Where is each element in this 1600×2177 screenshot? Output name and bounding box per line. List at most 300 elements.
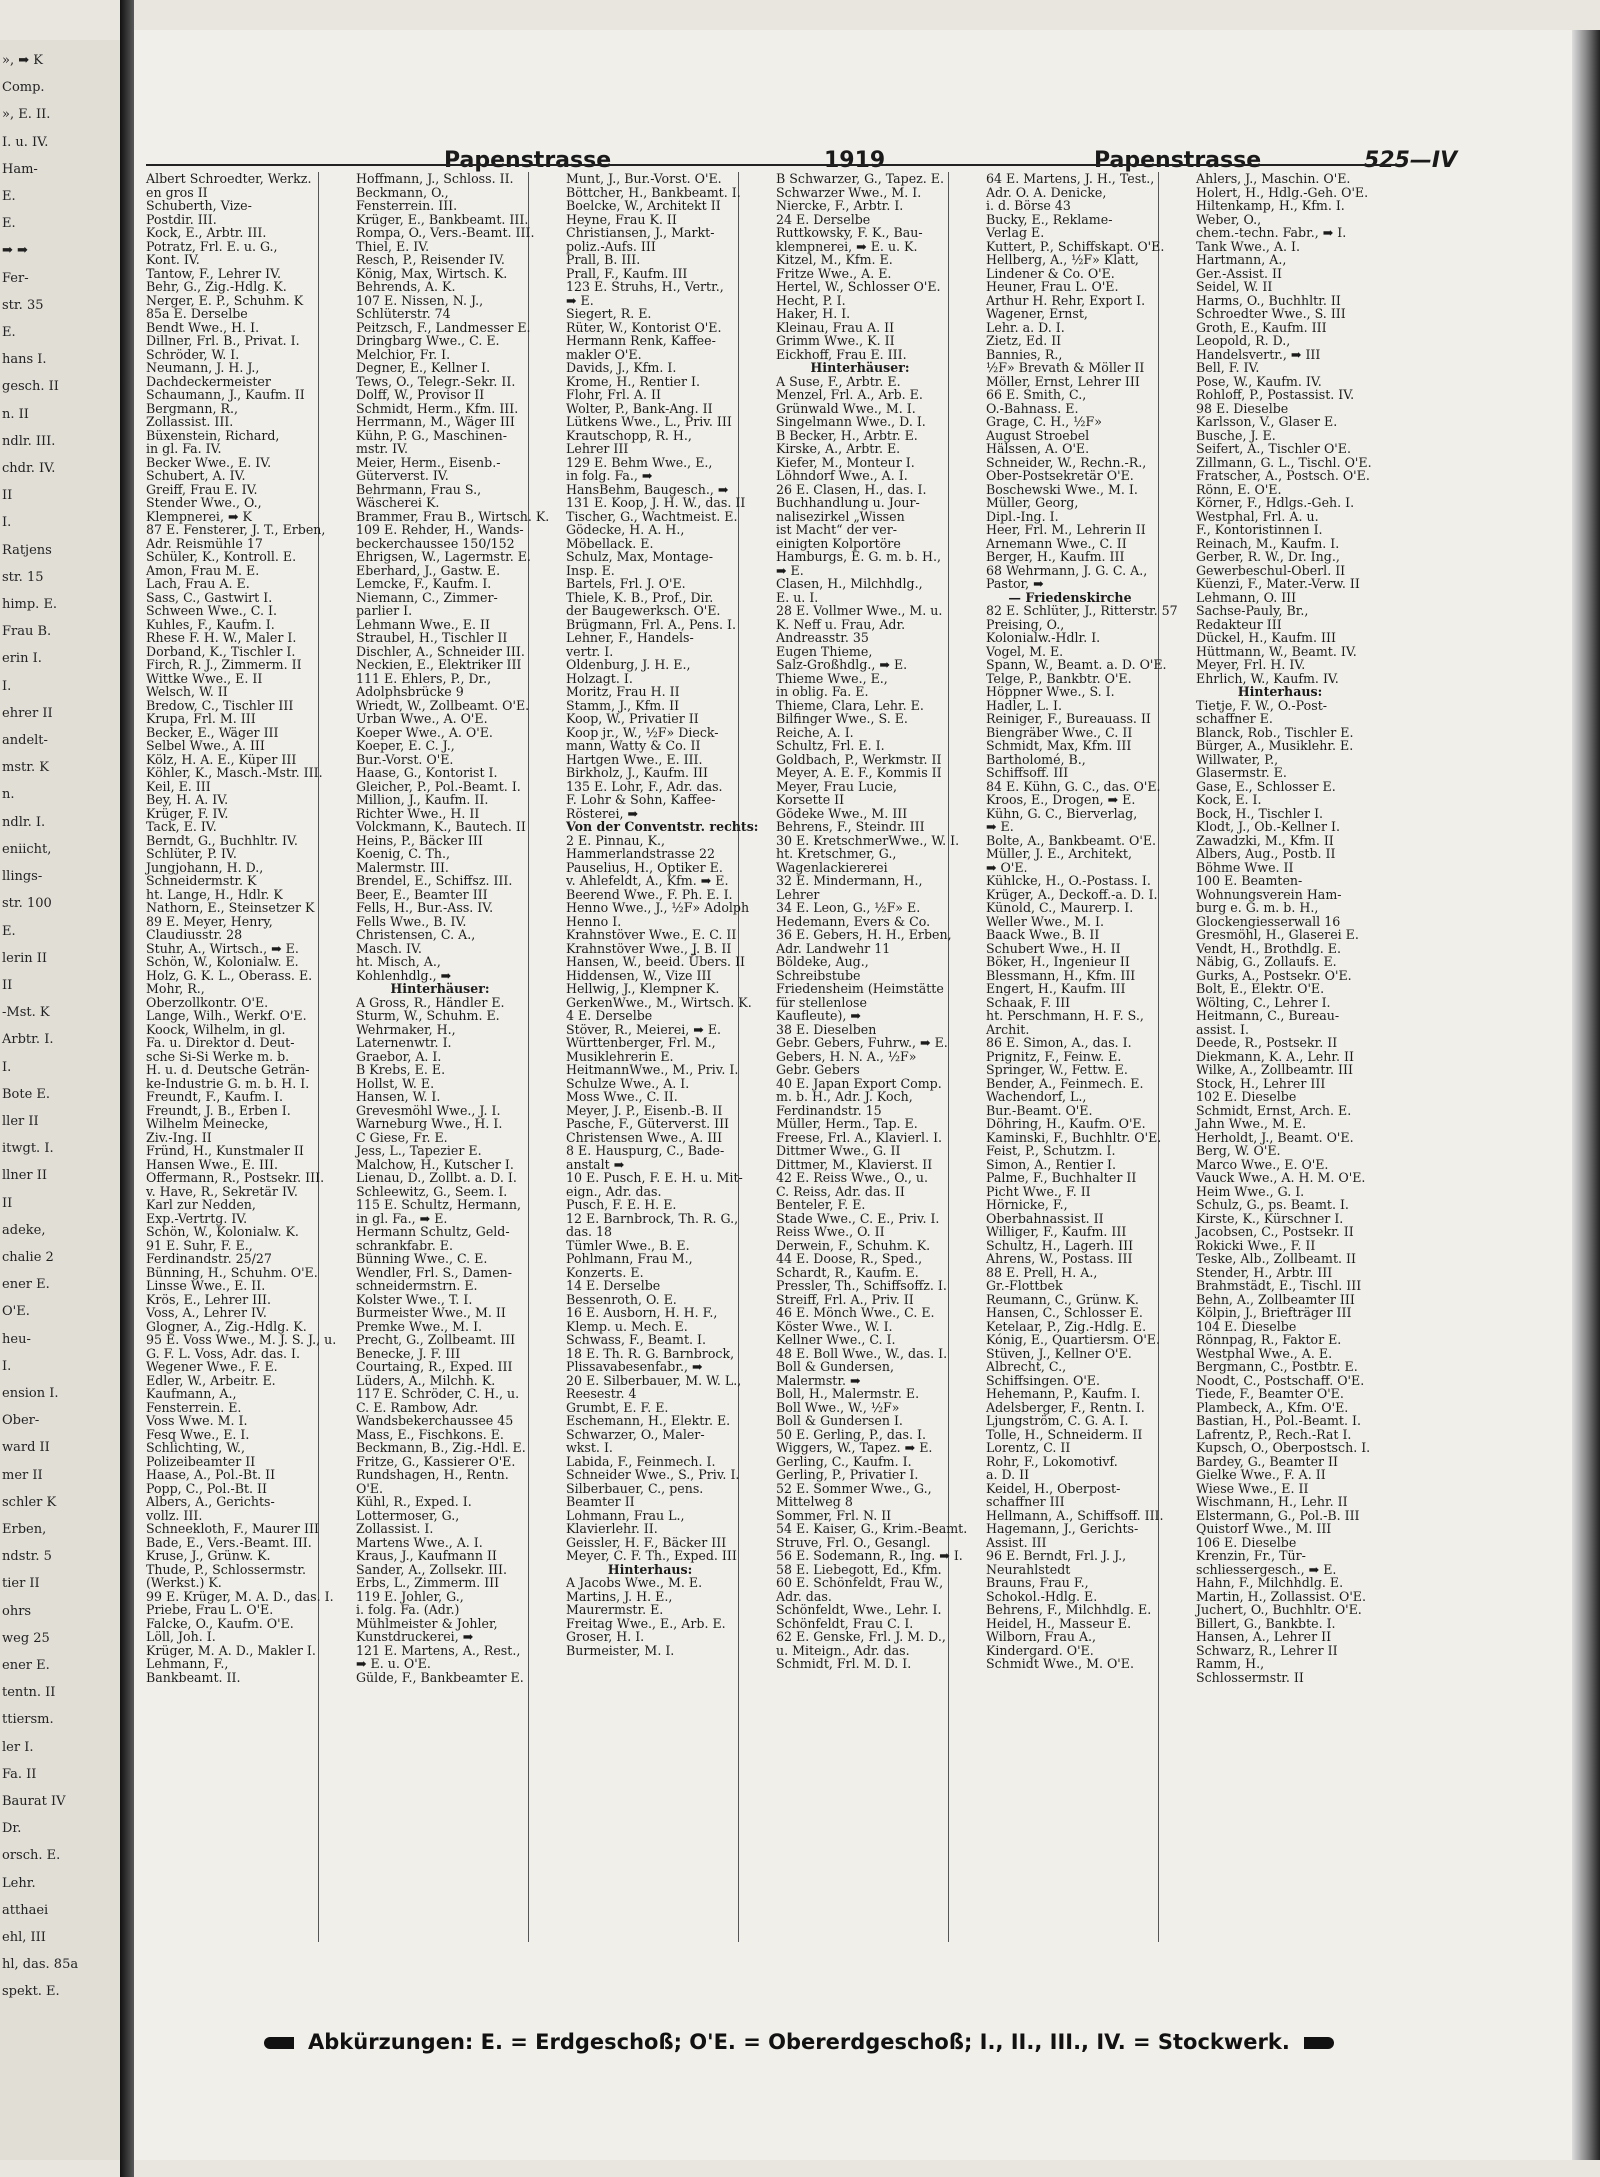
directory-entry-line: Lehner, F., Handels- — [566, 630, 694, 645]
directory-entry-line: Schmidt, Frl. M. D. I. — [776, 1656, 912, 1671]
directory-entry-line: Wilhelm Meinecke, — [146, 1116, 269, 1131]
facing-page-line: II — [2, 488, 13, 504]
directory-entry-line: Albrecht, C., — [986, 1359, 1067, 1374]
directory-entry-line: Dischler, A., Schneider III. — [356, 643, 525, 659]
directory-entry-line: Bur.-Vorst. O'E. — [356, 751, 454, 767]
directory-entry-line: Martins, J. H. E., — [566, 1588, 673, 1604]
directory-entry-line: Haase, G., Kontorist I. — [356, 765, 498, 780]
directory-entry-line: Freundt, F., Kaufm. I. — [146, 1089, 283, 1104]
directory-entry-line: Kolonialw.-Hdlr. I. — [986, 630, 1101, 645]
directory-entry-line: Sander, A., Zollsekr. III. — [356, 1561, 508, 1577]
directory-entry-line: Bey, H. A. IV. — [146, 792, 229, 807]
facing-page-line: chalie 2 — [2, 1249, 54, 1265]
directory-entry-line: Gr.-Flottbek — [986, 1278, 1063, 1293]
directory-entry-line: Heer, Frl. M., Lehrerin II — [986, 522, 1146, 537]
directory-entry-line: 2 E. Pinnau, K., — [566, 832, 665, 848]
directory-entry-line: Schween Wwe., C. I. — [146, 603, 277, 618]
directory-entry-line: Insp. E. — [566, 562, 615, 578]
column-2 — [356, 171, 550, 1942]
pointing-hand-icon — [1304, 2037, 1334, 2049]
directory-entry-line: Holzagt. I. — [566, 670, 633, 686]
facing-page-fragment — [0, 40, 123, 2160]
directory-entry-line: 91 E. Suhr, F. E., — [146, 1237, 253, 1253]
directory-entry-line: Hermann Schultz, Geld- — [356, 1224, 510, 1239]
directory-entry-line: Beamter II — [566, 1494, 635, 1509]
facing-page-line: », E. II. — [2, 107, 51, 123]
directory-entry-line: Wolter, P., Bank-Ang. II — [566, 400, 713, 416]
directory-entry-line: Koop jr., W., ½F» Dieck- — [566, 724, 719, 740]
directory-entry-line: Kónig, E., Quartiersm. O'E. — [986, 1332, 1160, 1347]
directory-entry-line: Wiese Wwe., E. II — [1196, 1480, 1309, 1496]
facing-page-line: E. — [2, 189, 16, 205]
directory-entry-line: ke-Industrie G. m. b. H. I. — [146, 1075, 310, 1091]
directory-entry-line: Thiele, K. B., Prof., Dir. — [566, 589, 714, 605]
directory-entry-line: Krahnstöver Wwe., J. B. II — [566, 940, 732, 956]
directory-entry-line: Schultz, Frl. E. I. — [776, 738, 885, 753]
directory-entry-line: Tietje, F. W., O.-Post- — [1196, 697, 1328, 713]
directory-entry-line: Holz, G. K. L., Oberass. E. — [146, 967, 313, 983]
directory-entry-line: 115 E. Schultz, Hermann, — [356, 1197, 522, 1212]
directory-entry-line: 96 E. Berndt, Frl. J. J., — [986, 1548, 1127, 1563]
directory-entry-line: Boll, H., Malermstr. E. — [776, 1386, 920, 1401]
directory-entry-line: 123 E. Struhs, H., Vertr., — [566, 279, 724, 294]
directory-entry-line: Schneidermstr. K — [146, 873, 257, 888]
directory-entry-line: Schönfeldt, Wwe., Lehr. I. — [776, 1602, 942, 1617]
directory-entry-line: Boll & Gundersen, — [776, 1359, 894, 1374]
directory-entry-line: Ehrigsen, W., Lagermstr. E. — [356, 549, 531, 564]
directory-entry-line: Quistorf Wwe., M. III — [1196, 1521, 1332, 1536]
directory-entry-line: Friedensheim (Heimstätte — [776, 981, 944, 996]
directory-entry-line: vertr. I. — [566, 643, 614, 659]
directory-entry-line: Schmidt, Herm., Kfm. III. — [356, 400, 519, 416]
directory-entry-line: Harms, O., Buchhltr. II — [1196, 292, 1341, 308]
directory-entry-line: Siegert, R. E. — [566, 306, 652, 321]
directory-entry-line: 111 E. Ehlers, P., Dr., — [356, 670, 492, 686]
directory-entry-line: Gebr. Gebers, Fuhrw., ➡ E. — [776, 1035, 948, 1050]
page-edge — [1572, 30, 1600, 2160]
directory-entry-line: Preising, O., — [986, 616, 1065, 632]
directory-entry-line: Keil, E. III — [146, 778, 211, 794]
directory-entry-line: Oldenburg, J. H. E., — [566, 657, 691, 672]
directory-entry-line: Becker, E., Wäger III — [146, 724, 279, 740]
directory-entry-line: Kühl, R., Exped. I. — [356, 1494, 472, 1509]
facing-page-line: Ober- — [2, 1413, 40, 1429]
directory-entry-line: Schwarzer, O., Maler- — [566, 1426, 705, 1442]
directory-entry-line: Koeper, E. C. J., — [356, 738, 455, 753]
directory-entry-line: Lehmann Wwe., E. II — [356, 616, 490, 632]
directory-entry-line: Simon, A., Rentier I. — [986, 1156, 1116, 1172]
facing-page-line: himp. E. — [2, 597, 58, 613]
directory-entry-line: Bünning, H., Schuhm. O'E. — [146, 1264, 318, 1280]
directory-entry-line: O.-Bahnass. E. — [986, 400, 1079, 416]
directory-entry-line: Schröder, W. I. — [146, 346, 240, 362]
directory-entry-line: Behrens, F., Milchhdlg. E. — [986, 1602, 1152, 1617]
directory-entry-line: der Baugewerksch. O'E. — [566, 603, 721, 618]
directory-entry-line: Böhme Wwe. II — [1196, 859, 1294, 875]
directory-entry-line: Hedemann, Evers & Co. — [776, 913, 931, 929]
directory-entry-line: Teske, Alb., Zollbeamt. II — [1196, 1251, 1356, 1266]
directory-entry-line: Dorband, K., Tischler I. — [146, 643, 296, 659]
facing-page-line: tier II — [2, 1576, 40, 1592]
directory-entry-line: Niercke, F., Arbtr. I. — [776, 198, 904, 213]
facing-page-line: lerin II — [2, 950, 47, 966]
directory-entry-line: Kleinau, Frau A. II — [776, 319, 895, 335]
directory-entry-line: Hansen Wwe., E. III. — [146, 1156, 278, 1172]
directory-entry-line: Brügmann, Frl. A., Pens. I. — [566, 616, 736, 632]
column-1 — [146, 171, 337, 1942]
directory-entry-line: Wandsbekerchaussee 45 — [356, 1413, 514, 1428]
directory-entry-line: Glockengiesserwall 16 — [1196, 913, 1341, 929]
directory-entry-line: Schaumann, J., Kaufm. II — [146, 387, 305, 402]
directory-entry-line: schneidermstrn. E. — [356, 1278, 478, 1293]
directory-entry-line: 102 E. Dieselbe — [1196, 1089, 1297, 1104]
directory-entry-line: Bergmann, R., — [146, 400, 238, 416]
directory-entry-line: B Schwarzer, G., Tapez. E. — [776, 171, 944, 186]
directory-entry-line: Hellmann, A., Schiffsoff. III. — [986, 1507, 1164, 1523]
directory-entry-line: Lehmann, O. III — [1196, 589, 1297, 605]
directory-entry-line: Wohnungsverein Ham- — [1196, 886, 1342, 902]
directory-entry-line: Heitmann, C., Bureau- — [1196, 1008, 1340, 1023]
facing-page-line: ller II — [2, 1113, 39, 1129]
directory-entry-line: Müller, J. E., Architekt, — [986, 846, 1132, 861]
directory-entry-line: F. Lohr & Sohn, Kaffee- — [566, 792, 716, 807]
directory-entry-line: Hertel, W., Schlosser O'E. — [776, 279, 941, 294]
directory-entry-line: 129 E. Behm Wwe., E., — [566, 454, 713, 470]
directory-entry-line: Derwein, F., Schuhm. K. — [776, 1237, 931, 1253]
directory-entry-line: Stade Wwe., C. E., Priv. I. — [776, 1210, 940, 1226]
directory-entry-line: Rösterei, ➡ — [566, 805, 639, 821]
directory-entry-line: Wiggers, W., Tapez. ➡ E. — [776, 1440, 933, 1455]
directory-entry-line: Kunstdruckerei, ➡ — [356, 1629, 474, 1644]
directory-entry-line: Jahn Wwe., M. E. — [1196, 1116, 1307, 1131]
directory-entry-line: Christensen, C. A., — [356, 927, 476, 942]
directory-entry-line: Bendt Wwe., H. I. — [146, 319, 260, 335]
facing-page-line: ndlr. III. — [2, 433, 56, 449]
directory-entry-line: Fensterrein. E. — [146, 1399, 242, 1415]
directory-entry-line: Stüven, J., Kellner O'E. — [986, 1345, 1132, 1361]
directory-entry-line: Sommer, Frl. N. II — [776, 1507, 892, 1523]
column-4 — [776, 171, 968, 1942]
directory-entry-line: Kaufmann, A., — [146, 1386, 237, 1401]
directory-entry-line: 48 E. Boll Wwe., W., das. I. — [776, 1345, 948, 1361]
directory-entry-line: Schubert Wwe., H. II — [986, 940, 1121, 956]
directory-entry-line: Hansen, A., Lehrer II — [1196, 1629, 1332, 1644]
directory-entry-line: Nerger, E. P., Schuhm. K — [146, 292, 304, 308]
directory-entry-line: Gerling, P., Privatier I. — [776, 1467, 919, 1482]
directory-entry-line: Reinach, M., Kaufm. I. — [1196, 535, 1340, 551]
directory-entry-line: Prall, B. III. — [566, 252, 641, 267]
directory-entry-line: eign., Adr. das. — [566, 1183, 662, 1199]
facing-page-line: ler I. — [2, 1739, 34, 1755]
directory-entry-line: Höppner Wwe., S. I. — [986, 684, 1115, 699]
directory-entry-line: Schmidt, Ernst, Arch. E. — [1196, 1102, 1352, 1118]
directory-entry-line: Heim Wwe., G. I. — [1196, 1183, 1305, 1199]
directory-entry-line: Elstermann, G., Pol.-B. III — [1196, 1507, 1360, 1523]
directory-entry-line: Ehrlich, W., Kaufm. IV. — [1196, 670, 1339, 686]
facing-page-line: Fer- — [2, 270, 29, 286]
facing-page-line: gesch. II — [2, 379, 59, 395]
directory-entry-line: Ahlers, J., Maschin. O'E. — [1196, 171, 1351, 186]
directory-entry-line: ➡ E. — [566, 292, 594, 308]
directory-entry-line: Klempnerei, ➡ K — [146, 508, 252, 524]
directory-entry-line: Erbs, L., Zimmerm. III — [356, 1575, 500, 1590]
directory-entry-line: chem.-techn. Fabr., ➡ I. — [1196, 225, 1347, 240]
facing-page-line: ndlr. I. — [2, 814, 46, 830]
directory-entry-line: assist. I. — [1196, 1021, 1249, 1037]
directory-entry-line: Wehrmaker, H., — [356, 1021, 456, 1037]
directory-entry-line: Adolphsbrücke 9 — [356, 684, 464, 699]
directory-entry-line: Brauns, Frau F., — [986, 1575, 1089, 1590]
directory-entry-line: Hermann Renk, Kaffee- — [566, 333, 716, 348]
directory-entry-line: Laternenwtr. I. — [356, 1035, 452, 1050]
facing-page-line: hl, das. 85a — [2, 1957, 79, 1973]
directory-entry-line: Bade, E., Vers.-Beamt. III. — [146, 1534, 312, 1550]
directory-entry-line: Volckmann, K., Bautech. II — [356, 819, 526, 834]
directory-entry-line: Köster Wwe., W. I. — [776, 1318, 893, 1334]
directory-entry-line: A Jacobs Wwe., M. E. — [566, 1575, 703, 1590]
directory-entry-line: anstalt ➡ — [566, 1156, 625, 1172]
directory-entry-line: Pose, W., Kaufm. IV. — [1196, 373, 1322, 389]
directory-entry-line: 98 E. Dieselbe — [1196, 400, 1289, 416]
directory-entry-line: Küenzi, F., Mater.-Verw. II — [1196, 576, 1360, 591]
facing-page-line: llner II — [2, 1168, 47, 1184]
directory-entry-line: schaffner E. — [1196, 711, 1273, 726]
directory-entry-line: Gase, E., Schlosser E. — [1196, 778, 1336, 794]
directory-entry-line: Bessenroth, O. E. — [566, 1291, 677, 1307]
directory-entry-line: Näbig, G., Zollaufs. E. — [1196, 954, 1337, 969]
directory-entry-line: Hinterhäuser: — [390, 981, 490, 996]
directory-entry-line: Schreibstube — [776, 967, 861, 983]
directory-entry-line: Ljungström, C. G. A. I. — [986, 1413, 1129, 1428]
directory-entry-line: 62 E. Genske, Frl. J. M. D., — [776, 1629, 946, 1644]
directory-entry-line: Tantow, F., Lehrer IV. — [146, 265, 282, 281]
directory-entry-line: Fells Wwe., B. IV. — [356, 913, 467, 929]
directory-entry-line: in folg. Fa., ➡ — [566, 468, 653, 483]
directory-entry-line: 106 E. Dieselbe — [1196, 1534, 1297, 1550]
directory-entry-line: Heuner, Frau L. O'E. — [986, 279, 1119, 294]
directory-entry-line: mstr. IV. — [356, 441, 408, 456]
directory-entry-line: Beerend Wwe., F. Ph. E. I. — [566, 886, 733, 902]
directory-entry-line: Adr. das. — [776, 1588, 832, 1604]
directory-entry-line: Handelsvertr., ➡ III — [1196, 346, 1321, 362]
directory-entry-line: beckerchaussee 150/152 — [356, 535, 515, 551]
directory-entry-line: August Stroebel — [986, 427, 1090, 443]
facing-page-line: Comp. — [2, 80, 45, 96]
directory-entry-line: Koop, W., Privatier II — [566, 711, 699, 726]
directory-entry-line: Dückel, H., Kaufm. III — [1196, 630, 1336, 645]
directory-entry-line: Nathorn, E., Steinsetzer K — [146, 900, 315, 915]
directory-entry-line: Kont. IV. — [146, 252, 200, 267]
directory-entry-line: Güterverst. IV. — [356, 468, 449, 483]
directory-entry-line: Hartgen Wwe., E. III. — [566, 751, 703, 767]
directory-entry-line: Willwater, P., — [1196, 751, 1279, 767]
directory-entry-line: 104 E. Dieselbe — [1196, 1318, 1297, 1334]
directory-entry-line: Rohr, F., Lokomotivf. — [986, 1453, 1118, 1469]
directory-entry-line: Vogel, M. E. — [986, 643, 1064, 659]
directory-entry-line: Ziv.-Ing. II — [146, 1129, 212, 1145]
directory-entry-line: Busche, J. E. — [1196, 427, 1276, 443]
directory-entry-line: 30 E. KretschmerWwe., W. I. — [776, 832, 960, 848]
directory-entry-line: Bannies, R., — [986, 346, 1063, 362]
directory-entry-line: Hinterhaus: — [1237, 684, 1323, 699]
directory-entry-line: Ferdinandstr. 15 — [776, 1102, 882, 1118]
column-3 — [566, 171, 759, 1942]
directory-entry-line: Ketelaar, P., Zig.-Hdlg. E. — [986, 1318, 1147, 1334]
facing-page-line: str. 100 — [2, 896, 52, 912]
directory-entry-line: Kolster Wwe., T. I. — [356, 1291, 473, 1307]
directory-entry-line: Hiltenkamp, H., Kfm. I. — [1196, 198, 1345, 213]
directory-entry-line: Beer, E., Beamter III — [356, 886, 488, 902]
directory-entry-line: Krahnstöver Wwe., E. C. II — [566, 927, 737, 942]
directory-entry-line: Hahn, F., Milchhdlg. E. — [1196, 1575, 1344, 1590]
directory-entry-line: Falcke, O., Kaufm. O'E. — [146, 1615, 294, 1631]
directory-entry-line: Schneider, W., Rechn.-R., — [986, 454, 1147, 470]
directory-entry-line: Schiffsoff. III — [986, 765, 1069, 780]
directory-entry-line: Polizeibeamter II — [146, 1453, 256, 1469]
facing-page-line: II — [2, 977, 13, 993]
directory-entry-line: Heins, P., Bäcker III — [356, 832, 483, 848]
directory-entry-line: Koock, Wilhelm, in gl. — [146, 1021, 286, 1037]
directory-entry-line: in oblig. Fa. E. — [776, 684, 869, 699]
facing-page-line: Ham- — [2, 161, 38, 177]
directory-entry-line: 28 E. Vollmer Wwe., M. u. — [776, 603, 943, 618]
directory-entry-line: Karl zur Nedden, — [146, 1197, 256, 1212]
directory-entry-line: Kindergard. O'E. — [986, 1642, 1094, 1658]
directory-entry-line: HansBehm, Baugesch., ➡ — [566, 481, 729, 497]
directory-entry-line: Hagemann, J., Gerichts- — [986, 1521, 1139, 1536]
directory-entry-line: Exp.-Vertrtg. IV. — [146, 1210, 248, 1226]
directory-entry-line: Krüger, A., Deckoff.-a. D. I. — [986, 886, 1158, 902]
facing-page-line: Bote E. — [2, 1086, 51, 1102]
directory-entry-line: 12 E. Barnbrock, Th. R. G., — [566, 1210, 739, 1226]
directory-entry-line: Freitag Wwe., E., Arb. E. — [566, 1615, 726, 1631]
directory-entry-line: 4 E. Derselbe — [566, 1008, 653, 1023]
directory-entry-line: Fa. u. Direktor d. Deut- — [146, 1035, 295, 1050]
column-5 — [986, 171, 1178, 1942]
directory-entry-line: Schönfeldt, Frau C. I. — [776, 1615, 914, 1631]
directory-entry-line: Moss Wwe., C. II. — [566, 1089, 678, 1104]
facing-page-line: ehl, III — [2, 1930, 46, 1946]
directory-entry-line: Bock, H., Tischler I. — [1196, 805, 1324, 821]
directory-entry-line: Jess, L., Tapezier E. — [356, 1143, 482, 1158]
directory-entry-line: Thude, P., Schlossermstr. — [146, 1561, 306, 1577]
directory-entry-line: Körner, F., Hdlgs.-Geh. I. — [1196, 495, 1355, 510]
directory-entry-line: Noodt, C., Postschaff. O'E. — [1196, 1372, 1365, 1388]
directory-entry-line: 85a E. Derselbe — [146, 306, 248, 321]
directory-entry-line: parlier I. — [356, 603, 413, 618]
directory-entry-line: ➡ E. — [776, 562, 804, 578]
directory-entry-line: Behr, G., Zig.-Hdlg. K. — [146, 279, 287, 294]
directory-entry-line: Fensterrein. III. — [356, 198, 458, 213]
facing-page-line: O'E. — [2, 1304, 30, 1320]
directory-entry-line: Wittke Wwe., E. II — [146, 670, 263, 686]
directory-entry-line: Amon, Frau M. E. — [146, 562, 260, 578]
directory-entry-line: Schwass, F., Beamt. I. — [566, 1332, 706, 1347]
directory-entry-line: Krüger, F. IV. — [146, 805, 229, 821]
directory-entry-line: Köhler, K., Masch.-Mstr. III. — [146, 765, 323, 780]
directory-entry-line: ➡ O'E. — [986, 859, 1028, 875]
directory-entry-line: Tack, E. IV. — [146, 819, 217, 834]
directory-entry-line: Boll Wwe., W., ½F» — [776, 1399, 900, 1415]
directory-entry-line: Billert, G., Bankbte. I. — [1196, 1615, 1336, 1631]
directory-entry-line: Pauselius, H., Optiker E. — [566, 859, 723, 875]
facing-page-line: ehrer II — [2, 705, 53, 721]
directory-entry-line: sche Si-Si Werke m. b. — [146, 1048, 290, 1064]
directory-entry-line: Künold, C., Maurerp. I. — [986, 900, 1134, 915]
facing-page-line: n. II — [2, 406, 29, 422]
directory-entry-line: Premke Wwe., M. I. — [356, 1318, 483, 1334]
directory-entry-line: Berg, W. O'E. — [1196, 1143, 1281, 1158]
directory-entry-line: Priebe, Frau L. O'E. — [146, 1602, 274, 1617]
directory-entry-line: v. Have, R., Sekretär IV. — [146, 1183, 298, 1199]
directory-entry-line: GerkenWwe., M., Wirtsch. K. — [566, 994, 752, 1010]
facing-page-line: orsch. E. — [2, 1848, 61, 1864]
facing-page-line: ension I. — [2, 1385, 59, 1401]
directory-entry-line: Million, J., Kaufm. II. — [356, 792, 489, 807]
directory-entry-line: Urban Wwe., A. O'E. — [356, 711, 488, 726]
book-gutter — [120, 0, 134, 2177]
directory-entry-line: Heyne, Frau K. II — [566, 211, 677, 227]
directory-entry-line: Lehmann, F., — [146, 1656, 229, 1671]
directory-entry-line: C. Reiss, Adr. das. II — [776, 1183, 905, 1199]
directory-entry-line: 18 E. Th. R. G. Barnbrock, — [566, 1345, 735, 1361]
directory-entry-line: Bartholomé, B., — [986, 751, 1086, 767]
directory-entry-line: Grimm Wwe., K. II — [776, 333, 895, 348]
directory-entry-line: B Krebs, E. E. — [356, 1062, 446, 1077]
directory-entry-line: Welsch, W. II — [146, 684, 228, 699]
directory-entry-line: Burmeister Wwe., M. II — [356, 1305, 506, 1320]
directory-entry-line: 38 E. Dieselben — [776, 1021, 877, 1037]
directory-entry-line: 8 E. Hauspurg, C., Bade- — [566, 1143, 725, 1158]
directory-entry-line: Schlichting, W., — [146, 1440, 246, 1455]
directory-entry-line: Wegener Wwe., F. E. — [146, 1359, 278, 1374]
directory-entry-line: Tolle, H., Schneiderm. II — [986, 1426, 1143, 1442]
directory-entry-line: Wischmann, H., Lehr. II — [1196, 1494, 1348, 1509]
directory-entry-line: Thiel, E. IV. — [356, 238, 430, 254]
directory-entry-line: Benecke, J. F. III — [356, 1345, 461, 1361]
abbreviations-footer — [264, 2030, 1544, 2054]
directory-entry-line: Eberhard, J., Gastw. E. — [356, 562, 501, 578]
directory-entry-line: Munt, J., Bur.-Vorst. O'E. — [566, 171, 722, 186]
directory-entry-line: (Werkst.) K. — [146, 1575, 222, 1590]
directory-entry-line: Blessmann, H., Kfm. III — [986, 967, 1136, 983]
directory-entry-line: Lienau, D., Zollbt. a. D. I. — [356, 1170, 517, 1185]
directory-entry-line: Kirste, K., Kürschner I. — [1196, 1210, 1344, 1226]
directory-entry-line: Korsette II — [776, 792, 845, 807]
directory-entry-line: Schlossermstr. II — [1196, 1669, 1304, 1685]
directory-entry-line: Dittmer, M., Klavierst. II — [776, 1156, 933, 1172]
directory-entry-line: Grage, C. H., ½F» — [986, 414, 1102, 429]
directory-entry-line: Vauck Wwe., A. H. M. O'E. — [1196, 1170, 1366, 1185]
directory-entry-line: Schulze Wwe., A. I. — [566, 1075, 690, 1091]
directory-entry-line: Mohr, R., — [146, 981, 205, 996]
directory-entry-line: Kuttert, P., Schiffskapt. O'E. — [986, 238, 1165, 254]
directory-entry-line: Graebor, A. I. — [356, 1048, 442, 1064]
directory-entry-line: Hörnicke, F., — [986, 1197, 1068, 1212]
directory-entry-line: Meyer, J. P., Eisenb.-B. II — [566, 1102, 723, 1118]
directory-entry-line: Meier, Herm., Eisenb.- — [356, 454, 501, 470]
facing-page-line: Baurat IV — [2, 1794, 66, 1809]
directory-entry-line: 99 E. Krüger, M. A. D., das. I. — [146, 1588, 334, 1604]
year-label: 1919 — [824, 148, 886, 173]
directory-entry-line: 82 E. Schlüter, J., Ritterstr. 57 — [986, 603, 1178, 618]
directory-entry-line: Schneider Wwe., S., Priv. I. — [566, 1467, 740, 1482]
directory-entry-line: Greiff, Frau E. IV. — [146, 481, 258, 497]
directory-entry-line: Ger.-Assist. II — [1196, 265, 1282, 281]
directory-entry-line: 86 E. Simon, A., das. I. — [986, 1035, 1132, 1050]
directory-entry-line: Rhese F. H. W., Maler I. — [146, 630, 297, 645]
directory-entry-line: Kaufleute), ➡ — [776, 1008, 861, 1023]
